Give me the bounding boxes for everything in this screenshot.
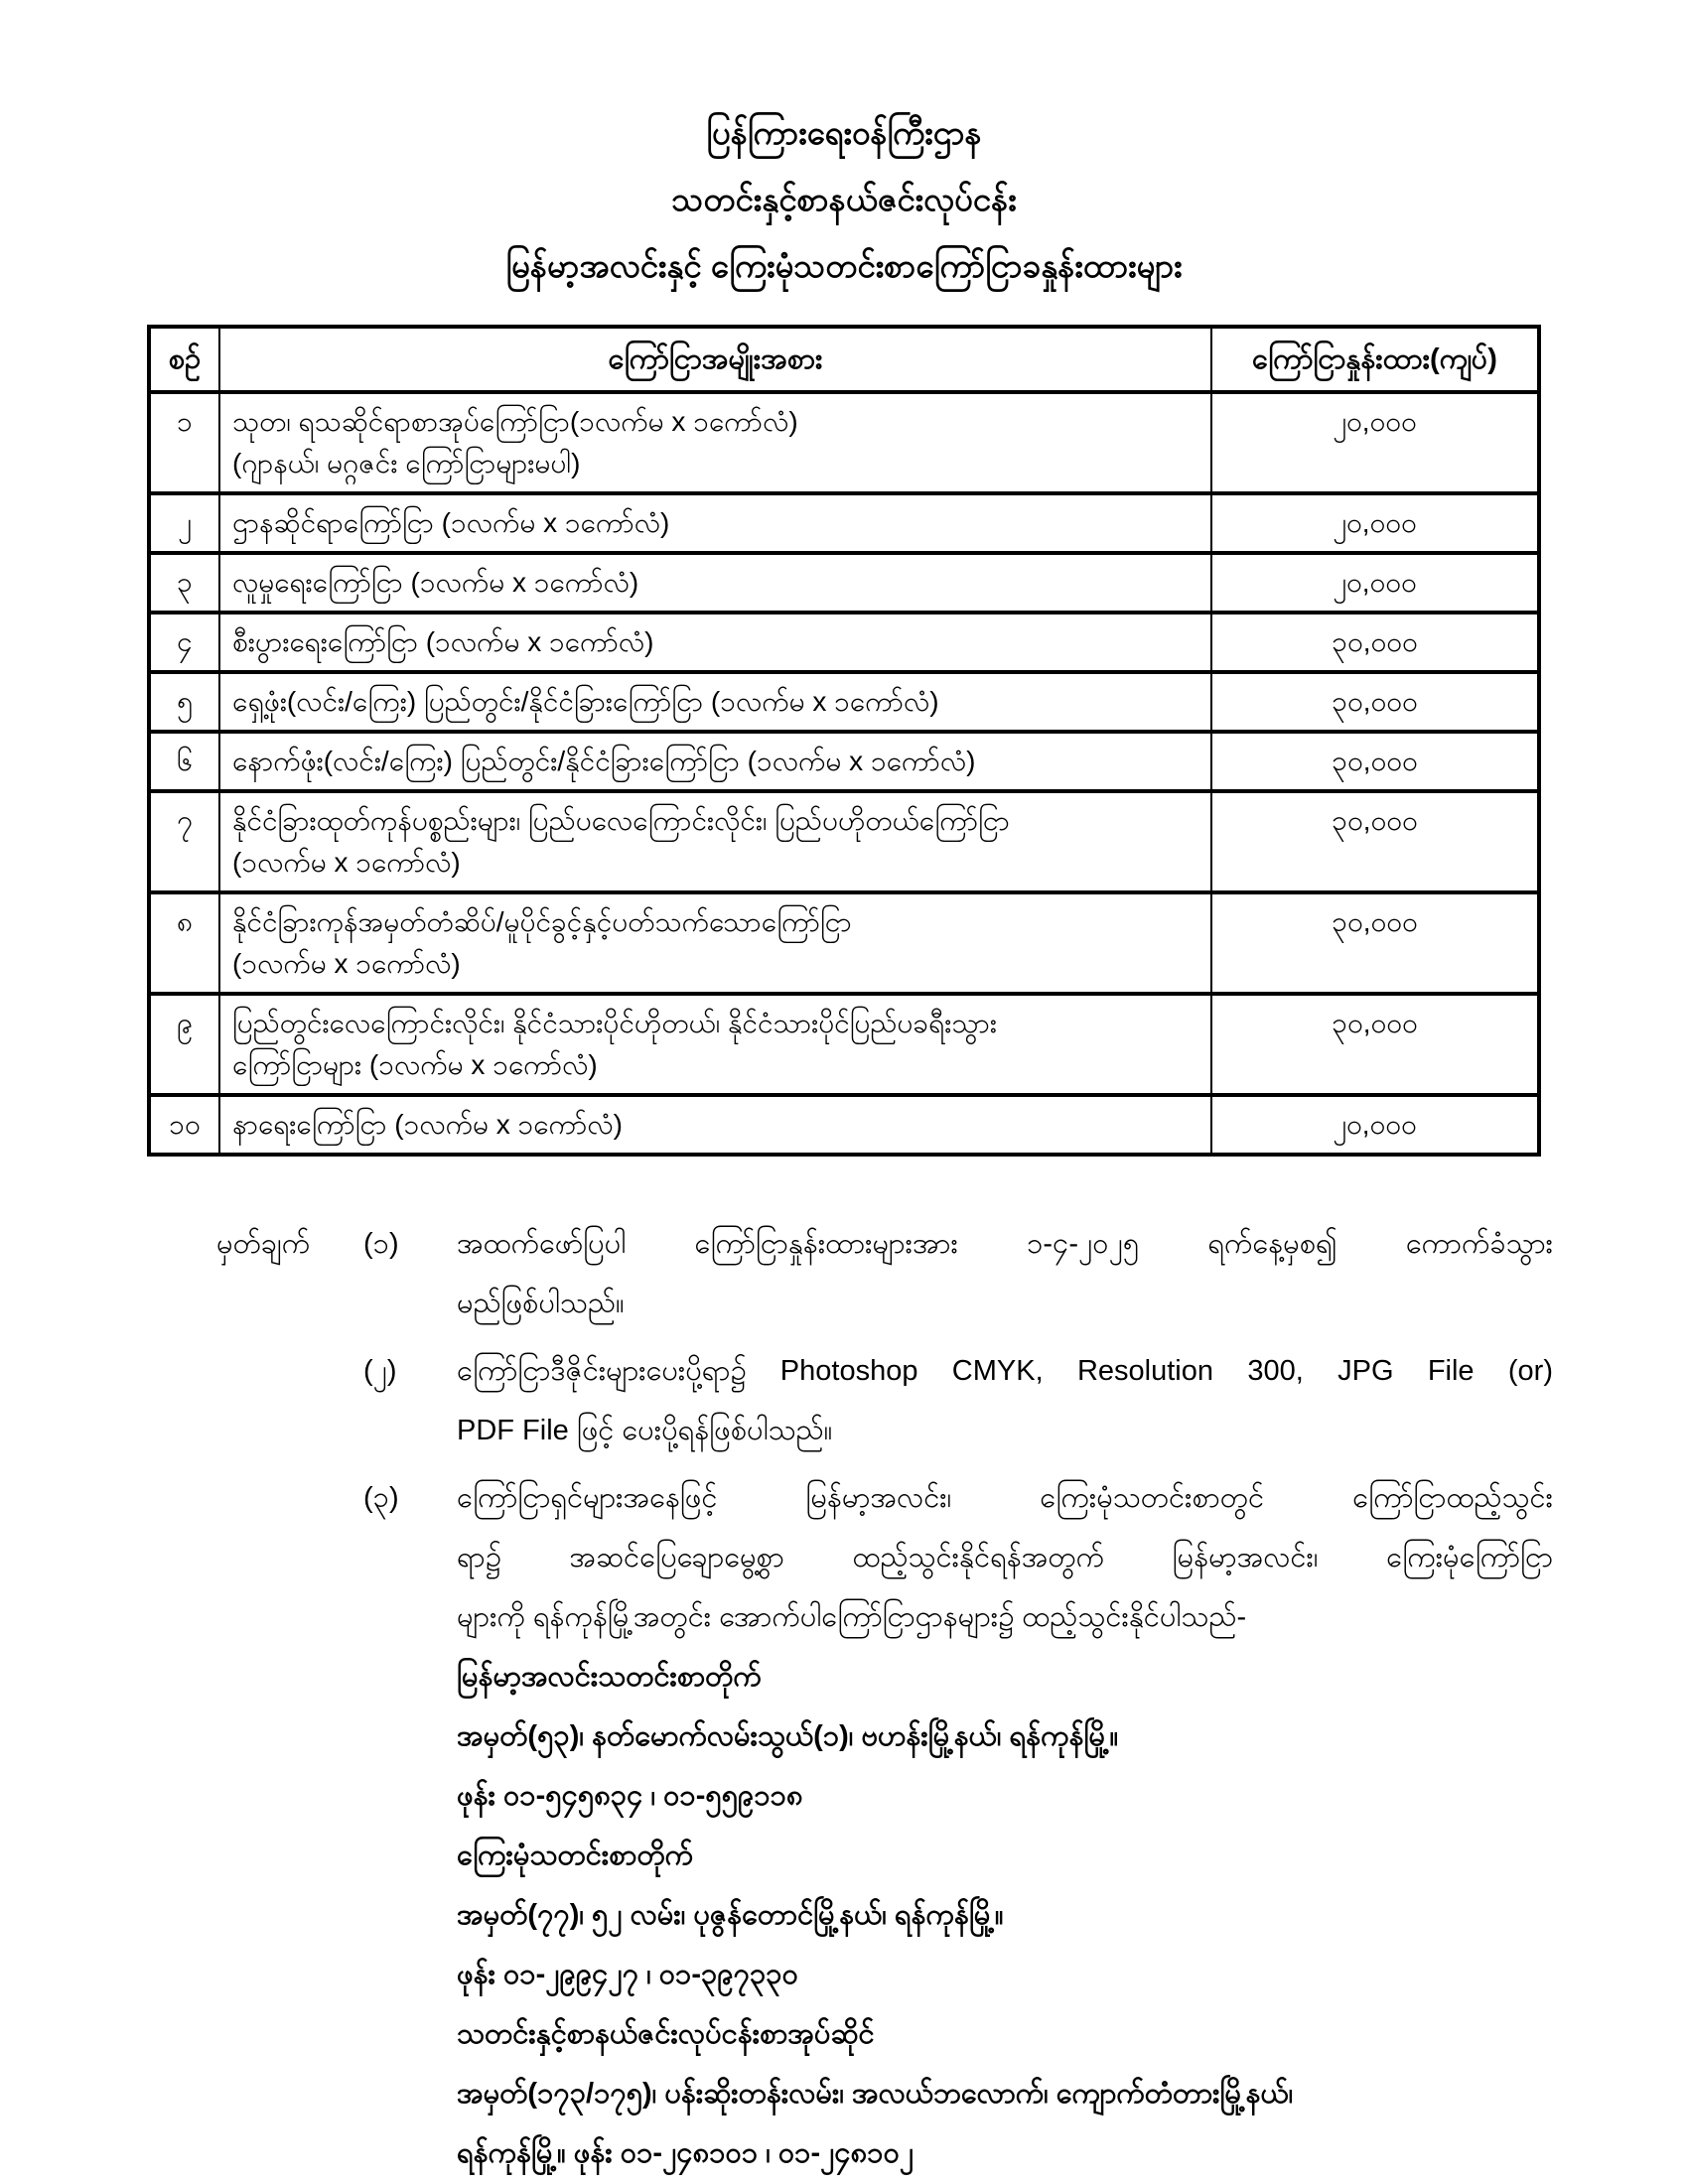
rate-cell: ၂၀,၀၀၀ (1211, 493, 1539, 553)
note-body (457, 1214, 1553, 1333)
note-body (457, 1468, 1553, 2183)
column-header-rate: ကြော်ငြာနှုန်းထား(ကျပ်) (1211, 327, 1539, 392)
table-row (149, 994, 1539, 1095)
ad-type-line: နိုင်ငံခြားထုတ်ကုန်ပစ္စည်းများ၊ ပြည်ပလေကြောင်းလိုင်း၊ ပြည်ပဟိုတယ်ကြော်ငြာ (232, 805, 1010, 836)
serial-cell: ၈ (149, 892, 219, 994)
note-item (216, 1214, 1688, 1333)
note-text-line: ကြော်ငြာရှင်များအနေဖြင့် မြန်မာ့အလင်း၊ ကြေးမုံသတင်းစာတွင် ကြော်ငြာထည့်သွင်း (457, 1482, 1553, 1514)
ad-type-line: နောက်ဖုံး(လင်း/ကြေး) ပြည်တွင်း/နိုင်ငံခြားကြော်ငြာ (၁လက်မ x ၁ကော်လံ) (232, 746, 976, 776)
note-text-line: များကို ရန်ကုန်မြို့အတွင်း အောက်ပါကြော်ငြာဌာနများ၌ ထည့်သွင်းနိုင်ပါသည်- (457, 1601, 1247, 1633)
ad-type-cell (219, 613, 1211, 672)
column-header-serial: စဉ် (149, 327, 219, 392)
note-item (216, 1341, 1688, 1460)
serial-cell: ၁ (149, 392, 219, 493)
document-title-block (0, 99, 1688, 299)
note-text-line: ကြော်ငြာဒီဇိုင်းများပေးပို့ရာ၌ Photoshop CMYK, Resolution 300, JPG File (or) (457, 1355, 1553, 1387)
table-row (149, 553, 1539, 613)
serial-cell: ၇ (149, 791, 219, 892)
title-enterprise: သတင်းနှင့်စာနယ်ဇင်းလုပ်ငန်း (671, 181, 1017, 217)
ad-type-line: (၁လက်မ x ၁ကော်လံ) (232, 948, 461, 979)
note-address-line: မြန်မာ့အလင်းသတင်းစာတိုက် (457, 1661, 762, 1693)
note-address-line: ကြေးမုံသတင်းစာတိုက် (457, 1840, 694, 1871)
note-item (216, 1468, 1688, 2183)
ad-type-cell (219, 791, 1211, 892)
ad-type-cell (219, 892, 1211, 994)
table-row (149, 493, 1539, 553)
notes-section (216, 1214, 1688, 2183)
note-text-line: မည်ဖြစ်ပါသည်။ (457, 1288, 625, 1319)
serial-cell: ၅ (149, 672, 219, 732)
ad-type-cell (219, 994, 1211, 1095)
rate-cell: ၃၀,၀၀၀ (1211, 994, 1539, 1095)
ad-type-line: ဌာနဆိုင်ရာကြော်ငြာ (၁လက်မ x ၁ကော်လံ) (232, 507, 670, 538)
rate-cell: ၂၀,၀၀၀ (1211, 392, 1539, 493)
note-number: (၂) (363, 1355, 397, 1387)
note-address-line: ဖုန်း ၀၁-၅၄၅၈၃၄ ၊ ၀၁-၅၅၉၁၁၈ (457, 1780, 803, 1812)
table-header-row (149, 327, 1539, 392)
ad-type-cell (219, 732, 1211, 791)
serial-cell: ၁၀ (149, 1095, 219, 1155)
ad-type-line: သုတ၊ ရသဆိုင်ရာစာအုပ်ကြော်ငြာ(၁လက်မ x ၁ကော်လံ) (232, 406, 798, 437)
ad-type-line: နိုင်ငံခြားကုန်အမှတ်တံဆိပ်/မူပိုင်ခွင့်နှင့်ပတ်သက်သောကြော်ငြာ (232, 906, 852, 937)
note-address-line: အမှတ်(၅၃)၊ နတ်မောက်လမ်းသွယ်(၁)၊ ဗဟန်းမြို့နယ်၊ ရန်ကုန်မြို့။ (457, 1720, 1119, 1752)
rate-cell: ၃၀,၀၀၀ (1211, 791, 1539, 892)
serial-cell: ၆ (149, 732, 219, 791)
note-address-line: ရန်ကုန်မြို့။ ဖုန်း ၀၁-၂၄၈၁၀၁ ၊ ၀၁-၂၄၈၁၀၂ (457, 2137, 914, 2169)
note-text-line: ရာ၌ အဆင်ပြေချောမွေ့စွာ ထည့်သွင်းနိုင်ရန်အတွက် မြန်မာ့အလင်း၊ ကြေးမုံကြော်ငြာ (457, 1542, 1553, 1573)
table-row (149, 791, 1539, 892)
notes-label: မှတ်ချက် (216, 1228, 311, 1260)
note-text-line: အထက်ဖော်ပြပါ ကြော်ငြာနှုန်းထားများအား ၁-၄-၂၀၂၅ ရက်နေ့မှစ၍ ကောက်ခံသွား (457, 1228, 1553, 1260)
note-number: (၁) (363, 1228, 399, 1260)
note-address-line: သတင်းနှင့်စာနယ်ဇင်းလုပ်ငန်းစာအုပ်ဆိုင် (457, 2018, 875, 2050)
note-address-line: အမှတ်(၇၇)၊ ၅၂ လမ်း၊ ပုဇွန်တောင်မြို့နယ်၊ ရန်ကုန်မြို့။ (457, 1899, 1004, 1931)
table-row (149, 392, 1539, 493)
title-ministry: ပြန်ကြားရေးဝန်ကြီးဌာန (706, 114, 982, 151)
ad-type-line: ရှေ့ဖုံး(လင်း/ကြေး) ပြည်တွင်း/နိုင်ငံခြားကြော်ငြာ (၁လက်မ x ၁ကော်လံ) (232, 686, 939, 717)
note-address-line: ဖုန်း ၀၁-၂၉၉၄၂၇ ၊ ၀၁-၃၉၇၃၃၀ (457, 1959, 798, 1990)
serial-cell: ၄ (149, 613, 219, 672)
ad-type-line: (ဂျာနယ်၊ မဂ္ဂဇင်း ကြော်ငြာများမပါ) (232, 448, 581, 478)
ad-type-line: ပြည်တွင်းလေကြောင်းလိုင်း၊ နိုင်ငံသားပိုင်ဟိုတယ်၊ နိုင်ငံသားပိုင်ပြည်ပခရီးသွား (232, 1008, 998, 1038)
rate-cell: ၃၀,၀၀၀ (1211, 672, 1539, 732)
ad-type-cell (219, 553, 1211, 613)
rate-cell: ၃၀,၀၀၀ (1211, 732, 1539, 791)
ad-type-line: (၁လက်မ x ၁ကော်လံ) (232, 847, 461, 878)
ad-type-line: ကြော်ငြာများ (၁လက်မ x ၁ကော်လံ) (232, 1049, 598, 1080)
ad-type-line: လူမှုရေးကြော်ငြာ (၁လက်မ x ၁ကော်လံ) (232, 567, 639, 598)
ad-type-cell (219, 672, 1211, 732)
rate-cell: ၃၀,၀၀၀ (1211, 892, 1539, 994)
note-text-line: PDF File ဖြင့် ပေးပို့ရန်ဖြစ်ပါသည်။ (457, 1415, 833, 1446)
ad-type-cell (219, 392, 1211, 493)
rate-cell: ၃၀,၀၀၀ (1211, 613, 1539, 672)
ad-type-cell (219, 1095, 1211, 1155)
serial-cell: ၂ (149, 493, 219, 553)
note-number: (၃) (363, 1482, 399, 1514)
ad-rates-table (147, 325, 1541, 1157)
rate-table-body (149, 392, 1539, 1155)
column-header-ad-type: ကြော်ငြာအမျိုးအစား (219, 327, 1211, 392)
serial-cell: ၃ (149, 553, 219, 613)
note-address-line: အမှတ်(၁၇၃/၁၇၅)၊ ပန်းဆိုးတန်းလမ်း၊ အလယ်ဘလောက်၊ ကျောက်တံတားမြို့နယ်၊ (457, 2078, 1294, 2110)
table-row (149, 732, 1539, 791)
ad-type-line: စီးပွားရေးကြော်ငြာ (၁လက်မ x ၁ကော်လံ) (232, 626, 654, 657)
table-row (149, 892, 1539, 994)
ad-type-cell (219, 493, 1211, 553)
rate-cell: ၂၀,၀၀၀ (1211, 553, 1539, 613)
table-row (149, 672, 1539, 732)
table-row (149, 1095, 1539, 1155)
ad-type-line: နာရေးကြော်ငြာ (၁လက်မ x ၁ကော်လံ) (232, 1109, 623, 1140)
title-subject: မြန်မာ့အလင်းနှင့် ကြေးမုံသတင်းစာကြော်ငြာခနှုန်းထားများ (505, 247, 1183, 284)
note-body (457, 1341, 1553, 1460)
table-row (149, 613, 1539, 672)
serial-cell: ၉ (149, 994, 219, 1095)
rate-cell: ၂၀,၀၀၀ (1211, 1095, 1539, 1155)
